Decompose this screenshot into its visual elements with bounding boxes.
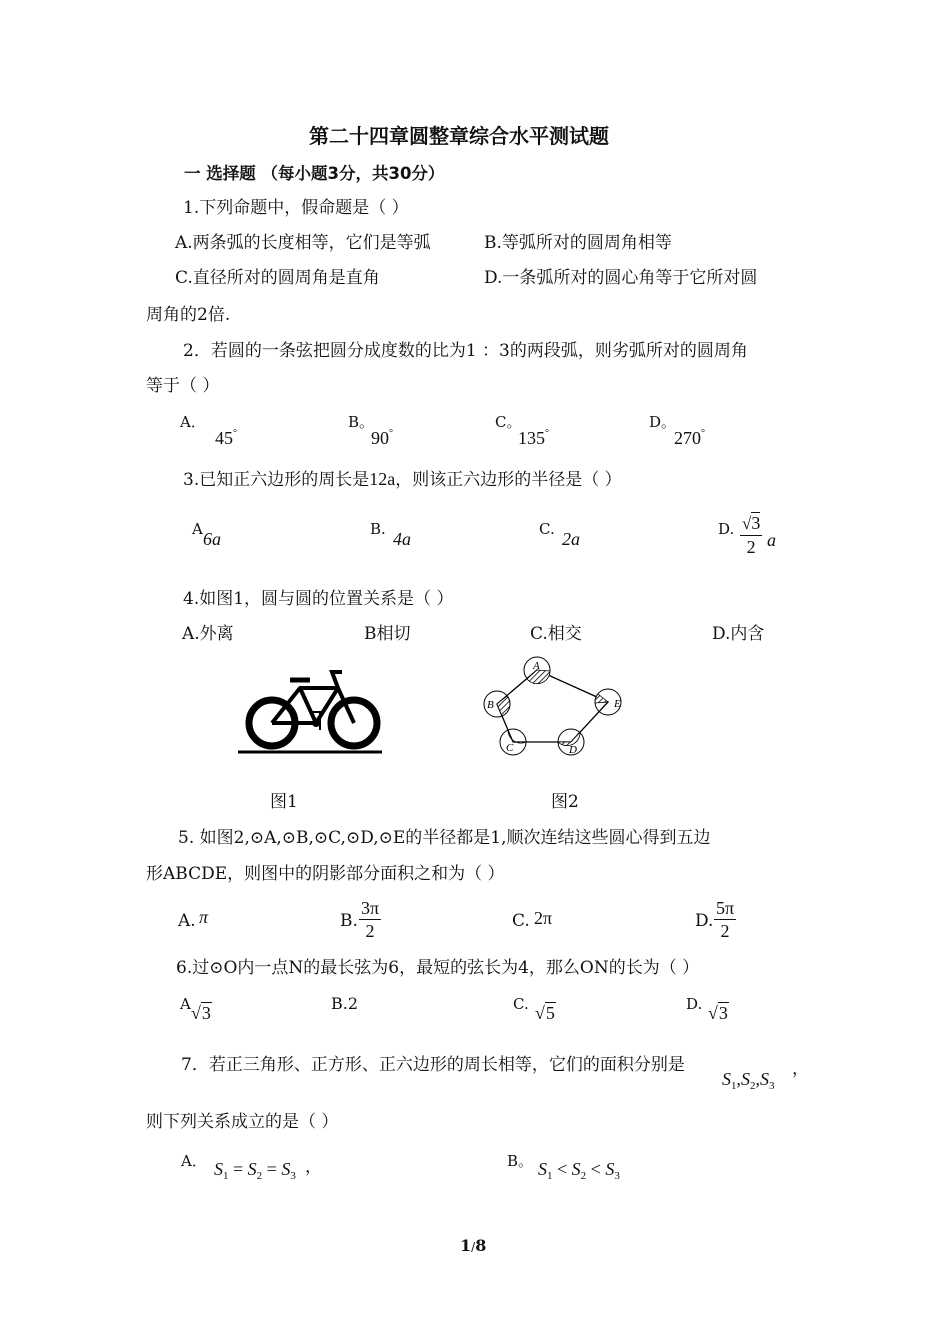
page-number: 1/8 <box>460 1236 487 1255</box>
q5-option-d-label: D. <box>695 911 714 931</box>
q7-option-a-value: $S_1 = S_2 = S_3$ <box>214 1159 296 1182</box>
fig2-label-d: D <box>569 744 577 756</box>
fig2-label-e: E <box>614 698 621 710</box>
section-heading: 一 选择题 （每小题3分，共30分） <box>184 164 445 183</box>
q3-option-d-var: a <box>767 530 776 550</box>
q7-stem-cont: 则下列关系成立的是（ ） <box>146 1112 339 1132</box>
q5-option-a-label: A. <box>178 911 196 931</box>
q2-stem-cont: 等于（ ） <box>146 376 220 396</box>
q1-option-d-cont: 周角的2倍. <box>146 305 231 325</box>
q2-option-d-label: D。 <box>649 413 677 431</box>
q7-stem-tail: ， <box>792 1059 809 1079</box>
q1-option-d: D.一条弧所对的圆心角等于它所对圆 <box>484 268 758 288</box>
q6-option-c-label: C. <box>513 995 529 1013</box>
q1-option-b: B.等弧所对的圆周角相等 <box>484 233 672 253</box>
q4-option-b: B相切 <box>364 624 411 644</box>
q5-option-a-value: π <box>199 907 209 927</box>
page-title: 第二十四章圆整章综合水平测试题 <box>309 124 609 148</box>
fig2-label-c: C <box>506 742 514 754</box>
q7-option-a-label: A． <box>181 1152 207 1170</box>
figure-1-caption: 图1 <box>270 792 298 812</box>
q3-stem <box>183 468 622 491</box>
q2-option-d-value: 270° <box>674 428 705 448</box>
q4-stem: 4.如图1，圆与圆的位置关系是（ ） <box>183 589 454 609</box>
q3-stem-pre: 3.已知正六边形的周长是 <box>183 470 370 490</box>
q3-option-b-value: 4a <box>393 529 411 549</box>
q7-stem: 7．若正三角形、正方形、正六边形的周长相等，它们的面积分别是 <box>181 1055 685 1075</box>
fig2-label-a: A <box>533 660 540 672</box>
q2-option-c-label: C。 <box>495 413 522 431</box>
q2-option-a-label: A． <box>180 413 206 431</box>
q3-option-a-value: 6a <box>203 529 221 549</box>
q5-option-c-value: 2π <box>534 908 553 928</box>
q4-option-c: C.相交 <box>530 624 582 644</box>
q3-option-d-label: D. <box>718 520 735 538</box>
q2-option-b-value: 90° <box>371 428 393 448</box>
q7-option-b-label: B。 <box>507 1152 534 1170</box>
figure-2-pentagon-circles <box>475 650 635 765</box>
q7-option-a-tail: ， <box>305 1157 322 1177</box>
q1-option-c: C.直径所对的圆周角是直角 <box>175 268 380 288</box>
q5-stem-cont: 形ABCDE，则图中的阴影部分面积之和为（ ） <box>146 864 505 884</box>
q5-option-b-label: B. <box>340 911 358 931</box>
q3-option-d-fraction: $\frac{√3}{2}$ <box>742 513 761 557</box>
q3-option-b-label: B. <box>370 520 386 538</box>
q7-stem-math: $S_1,S_2,S_3$ <box>722 1069 775 1092</box>
q4-option-a: A.外离 <box>182 624 234 644</box>
fig2-label-b: B <box>487 699 494 711</box>
q6-option-a-label: A <box>180 995 191 1013</box>
q6-option-d-label: D. <box>686 995 703 1013</box>
q1-option-a: A.两条弧的长度相等，它们是等弧 <box>175 233 431 253</box>
figure-1-bicycle <box>230 660 390 760</box>
q2-option-c-value: 135° <box>518 428 549 448</box>
q1-stem: 1.下列命题中，假命题是（ ） <box>183 198 409 218</box>
q5-option-c-label: C. <box>512 911 530 931</box>
q4-option-d: D.内含 <box>712 624 765 644</box>
q3-option-a-label: A <box>192 520 203 538</box>
figure-2-caption: 图2 <box>551 792 579 812</box>
q5-option-b-fraction: $\frac{3\pi}{2}$ <box>361 898 380 941</box>
q5-option-d-fraction: $\frac{5\pi}{2}$ <box>716 898 735 941</box>
q3-option-c-value: 2a <box>562 529 580 549</box>
q6-option-a-value: √3 <box>191 1003 211 1023</box>
q6-option-d-value: √3 <box>708 1003 728 1023</box>
q6-stem: 6.过⊙O内一点N的最长弦为6，最短的弦长为4，那么ON的长为（ ） <box>176 958 700 978</box>
q3-stem-post: ，则该正六边形的半径是（ ） <box>395 470 622 490</box>
q3-stem-math: 12a <box>369 469 396 489</box>
q2-option-b-label: B。 <box>348 413 375 431</box>
q5-stem: 5. 如图2,⊙A,⊙B,⊙C,⊙D,⊙E的半径都是1,顺次连结这些圆心得到五边 <box>178 828 711 848</box>
q7-option-b-value: $S_1 < S_2 < S_3$ <box>538 1159 620 1182</box>
q3-option-c-label: C. <box>539 520 555 538</box>
q2-stem: 2．若圆的一条弦把圆分成度数的比为1 ：3的两段弧，则劣弧所对的圆周角 <box>183 341 748 361</box>
q6-option-c-value: √5 <box>535 1003 555 1023</box>
q2-option-a-value: 45° <box>215 428 237 448</box>
q6-option-b: B.2 <box>331 994 359 1013</box>
